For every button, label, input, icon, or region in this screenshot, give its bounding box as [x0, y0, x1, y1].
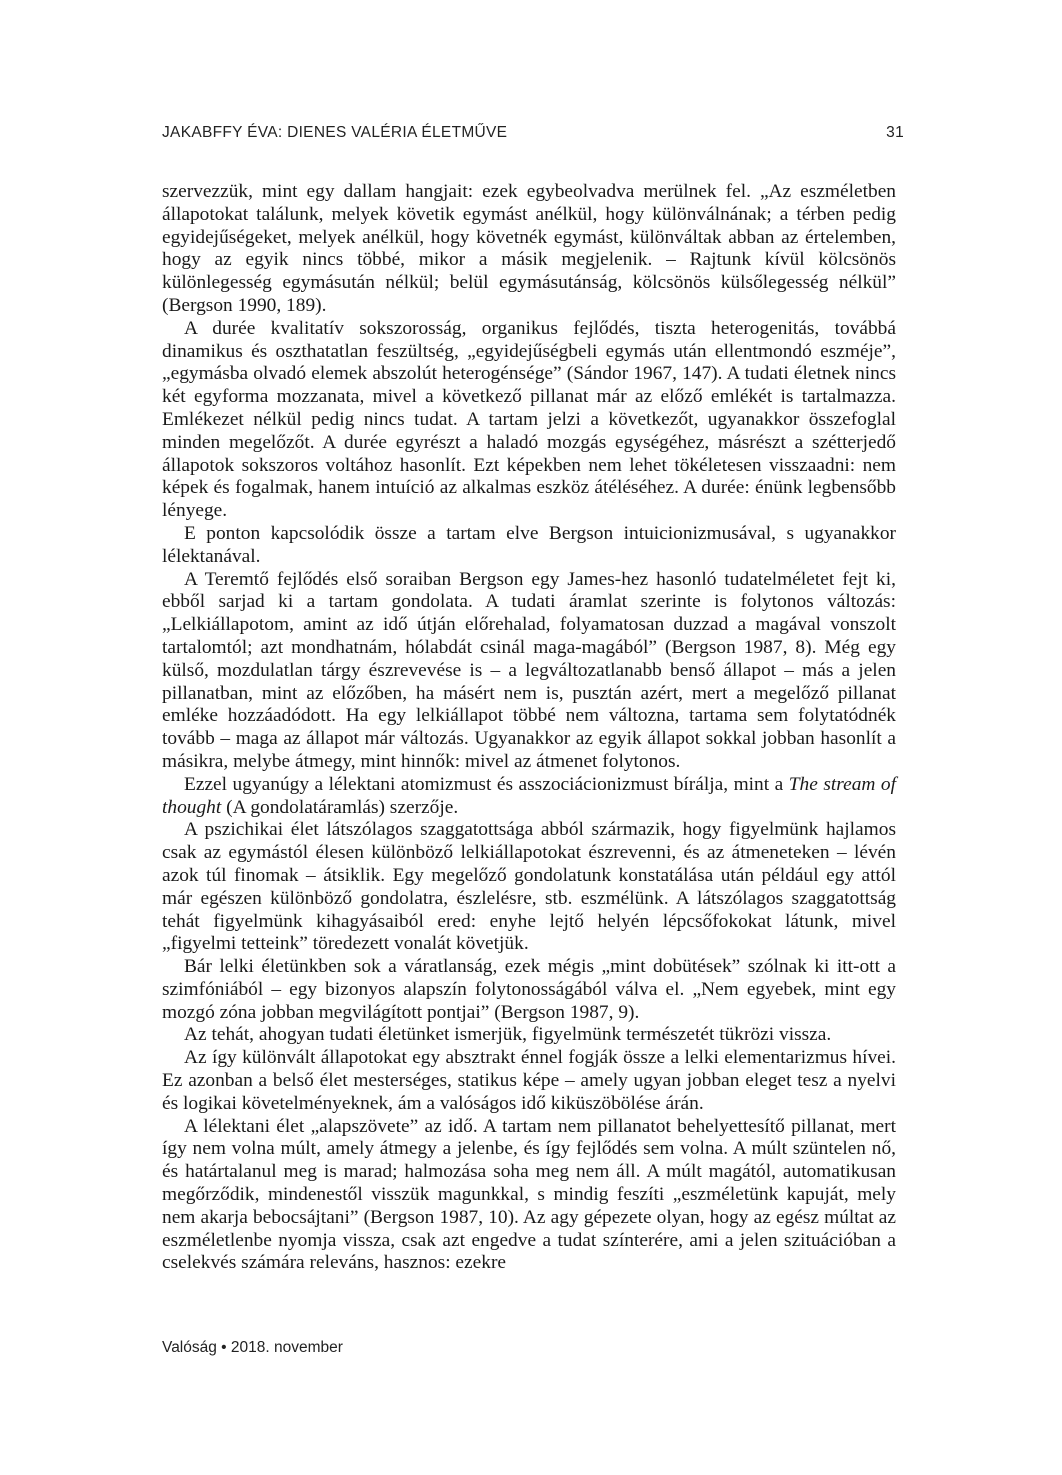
paragraph: A Teremtő fejlődés első soraiban Bergson egy James-hez hasonló tudatelméletet fejt ki, ebből sarjad ki a tartam gondolata. A tudati áramlat szerinte is folytonos változás: „Lelkiállapotom, amint az idő útján előrehalad, folyamatosan duzzad a magával vonszolt tartalomtól; azt mondhatnám, hólabdát csinál maga-magából” (Bergson 1987, 8). Még egy külső, mozdulatlan tárgy észrevevése is – a legváltozatlanabb benső állapot – más a jelen pillanatban, mint az előzőben, ha másért nem is, pusztán azért, mert a megelőző pillanat emléke hozzáadódott. Ha egy lelkiállapot többé nem változna, tartama sem folytatódnék tovább – maga az állapot már változás. Ugyanakkor az egyik állapot sokkal jobban hasonlít a másikra, melybe átmegy, mint hinnők: mivel az átmenet folytonos. [162, 568, 896, 772]
paragraph: E ponton kapcsolódik össze a tartam elve Bergson intuicionizmusával, s ugyanakkor lélektanával. [162, 522, 896, 567]
paragraph: Az tehát, ahogyan tudati életünket ismerjük, figyelmünk természetét tükrözi vissza. [184, 1024, 832, 1046]
running-head [162, 124, 904, 142]
paragraph: A lélektani élet „alapszövete” az idő. A tartam nem pillanatot behelyettesítő pillanat, mert így nem volna múlt, amely átmegy a jelenbe, és így fejlődés sem volna. A múlt szüntelen nő, és határtalanul meg is marad; halmozása soha meg nem áll. A múlt magától, automatikusan megőrződik, mindenestől visszük magunkkal, s mindig feszíti „eszméletünk kapuját, mely nem akarja bebocsájtani” (Bergson 1987, 10). Az agy gépezete olyan, hogy az egész múltat az eszméletlenbe nyomja vissza, csak azt engedve a tudat színterére, ami a jelen szituációban a cselekvés számára releváns, hasznos: ezekre [162, 1115, 896, 1274]
paragraph-james [162, 774, 896, 820]
paragraph-text: (A gondolatáramlás) szerzője. [221, 796, 459, 818]
paragraph: Az így különvált állapotokat egy absztrakt énnel fogják össze a lelki elementarizmus hívei. Ez azonban a belső élet mesterséges, statikus képe – amely ugyan jobban eleget tesz a nyelvi és logikai követelményeknek, ám a valóságos idő kiküszöbölése árán. [162, 1047, 896, 1114]
paragraph: A pszichikai élet látszólagos szaggatottsága abból származik, hogy figyelmünk hajlamos csak az egymástól élesen különböző lelkiállapotokat észrevenni, és az átmeneteken – lévén azok túl finomak – átsiklik. Egy megelőző gondolatunk konstatálása után például egy attól már egészen különböző gondolatra, észlelésre, stb. eszmélünk. A látszólagos szaggatottság tehát figyelmünk kihagyásaiból ered: enyhe lejtő helyén lépcsőfokokat látunk, mivel „figyelmi tetteink” töredezett vonalát követjük. [162, 819, 896, 955]
running-title: JAKABFFY ÉVA: DIENES VALÉRIA ÉLETMŰVE [162, 124, 508, 141]
body-text [162, 181, 896, 1275]
page-number: 31 [886, 124, 904, 141]
paragraph-text: Ezzel ugyanúgy a lélektani atomizmust és asszociácionizmust bírálja, mint a [184, 773, 789, 795]
book-title: The stream of thought [162, 773, 896, 818]
paragraph: Bár lelki életünkben sok a váratlanság, ezek mégis „mint dobütések” szólnak ki itt-ott a szimfóniából – egy bizonyos alapszín folytonosságából válva el. „Nem egyebek, mint egy mozgó zóna jobban megvilágított pontjai” (Bergson 1987, 9). [162, 956, 896, 1023]
page-footer: Valóság • 2018. november [162, 1339, 343, 1356]
paragraph: szervezzük, mint egy dallam hangjait: ezek egybeolvadva merülnek fel. „Az eszméletben állapotokat találunk, melyek követik egymást anélkül, hogy különválnának; a térben pedig egyidejűségeket, melyek anélkül, hogy követnék egymást, különváltak abban az értelemben, hogy az egyik nincs többé, mikor a másik megjelenik. – Rajtunk kívül kölcsönös különlegesség egymásután nélkül; belül egymásutánság, kölcsönös külsőlegesség nélkül” (Bergson 1990, 189). [162, 181, 896, 316]
paragraph: A durée kvalitatív sokszorosság, organikus fejlődés, tiszta heterogenitás, továbbá dinamikus és oszthatatlan feszültség, „egyidejűségbeli egymás után ellentmondó eszméje”, „egymásba olvadó elemek abszolút heterogénsége” (Sándor 1967, 147). A tudati életnek nincs két egyforma mozzanata, mivel a következő pillanat már az előző emlékét is tartalmazza. Emlékezet nélkül pedig nincs tudat. A tartam jelzi a következőt, ugyanakkor összefoglal minden megelőzőt. A durée egyrészt a haladó mozgás egységéhez, másrészt a szétterjedő állapotok sokszoros voltához hasonlít. Ezt képekben nem lehet tökéletesen visszaadni: nem képek és fogalmak, hanem intuíció az alkalmas eszköz átéléséhez. A durée: énünk legbensőbb lényege. [162, 317, 896, 522]
